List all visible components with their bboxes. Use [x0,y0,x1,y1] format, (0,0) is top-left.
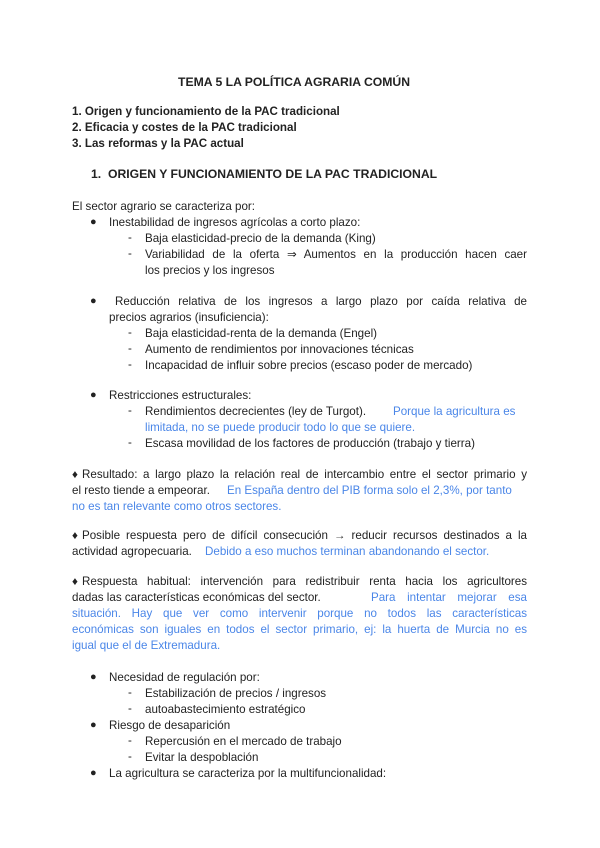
block4-bullet-2-item-2: Evitar la despoblación [145,751,259,764]
block4-bullet-2-item-1: Repercusión en el mercado de trabajo [145,735,342,748]
block3-item-1-note-b: limitada, no se puede producir todo lo que se quiere. [145,421,416,434]
block4-bullet-2: Riesgo de desaparición [109,719,231,732]
para1-line2: el resto tiende a empeorar. [72,484,210,497]
para1-line3-note: no es tan relevante como otros sectores. [72,500,282,513]
dash-icon: - [128,326,132,339]
para1-line2-note: En España dentro del PIB forma solo el 2,3%, por tanto [227,484,512,497]
toc-item-3: 3. Las reformas y la PAC actual [72,137,244,150]
dash-icon: - [128,247,132,260]
block2-item-3: Incapacidad de influir sobre precios (escaso poder de mercado) [145,359,473,372]
para2-line2: actividad agropecuaria. [72,545,192,558]
dash-icon: - [128,734,132,747]
dash-icon: - [128,436,132,449]
dash-icon: - [128,404,132,417]
dash-icon: - [128,686,132,699]
para3-line2: dadas las características económicas del sector. [72,591,321,604]
block3-item-2: Escasa movilidad de los factores de producción (trabajo y tierra) [145,437,475,450]
dash-icon: - [128,342,132,355]
diamond-icon: ♦ [72,468,78,481]
para3-line1: Respuesta habitual: intervención para redistribuir renta hacia los agricultores [82,575,527,588]
block2-item-1: Baja elasticidad-renta de la demanda (Engel) [145,327,378,340]
section-number: 1. [91,167,102,181]
block4-bullet-1-item-2: autoabastecimiento estratégico [145,703,306,716]
dash-icon: - [128,231,132,244]
toc-item-1: 1. Origen y funcionamiento de la PAC tradicional [72,105,340,118]
block3-title: Restricciones estructurales: [109,389,252,402]
bullet-icon: ● [90,671,97,683]
block4-bullet-1-item-1: Estabilización de precios / ingresos [145,687,327,700]
block1-item-2-cont: los precios y los ingresos [145,264,275,277]
block4-bullet-1: Necesidad de regulación por: [109,671,260,684]
block3-item-1-black: Rendimientos decrecientes (ley de Turgot). [145,405,367,418]
block2-title-line2: precios agrarios (insuficiencia): [109,311,269,324]
block1-item-1: Baja elasticidad-precio de la demanda (King) [145,232,376,245]
dash-icon: - [128,750,132,763]
bullet-icon: ● [90,719,97,731]
bullet-icon: ● [90,295,97,307]
toc-item-2: 2. Eficacia y costes de la PAC tradicional [72,121,297,134]
bullet-icon: ● [90,767,97,779]
intro-text: El sector agrario se caracteriza por: [72,200,255,213]
block2-title-line1: Reducción relativa de los ingresos a largo plazo por caída relativa de [115,295,527,308]
dash-icon: - [128,358,132,371]
section-heading: ORIGEN Y FUNCIONAMIENTO DE LA PAC TRADICIONAL [108,167,438,181]
para3-line3-note: situación. Hay que ver como intervenir porque no todos las características [72,607,527,620]
block3-item-1-note-a: Porque la agricultura es [393,405,516,418]
block1-item-2: Variabilidad de la oferta ⇒ Aumentos en la producción hacen caer [145,248,527,261]
diamond-icon: ♦ [72,529,78,542]
block2-item-2: Aumento de rendimientos por innovaciones técnicas [145,343,414,356]
para3-line2-note: Para intentar mejorar esa [371,591,527,604]
block1-title: Inestabilidad de ingresos agrícolas a corto plazo: [109,216,361,229]
block4-bullet-3: La agricultura se caracteriza por la multifuncionalidad: [109,767,387,780]
bullet-icon: ● [90,216,97,228]
para3-line4-note: económicas son iguales en todos el sector primario, ej: la huerta de Murcia no es [72,623,527,636]
page-title: TEMA 5 LA POLÍTICA AGRARIA COMÚN [178,75,411,89]
diamond-icon: ♦ [72,575,78,588]
para2-line1: Posible respuesta pero de difícil consecución → reducir recursos destinados a la [82,529,527,542]
para1-line1: Resultado: a largo plazo la relación real de intercambio entre el sector primario y [82,468,527,481]
bullet-icon: ● [90,389,97,401]
para3-line5-note: igual que el de Extremadura. [72,639,221,652]
para2-line2-note: Debido a eso muchos terminan abandonando el sector. [205,545,490,558]
dash-icon: - [128,702,132,715]
